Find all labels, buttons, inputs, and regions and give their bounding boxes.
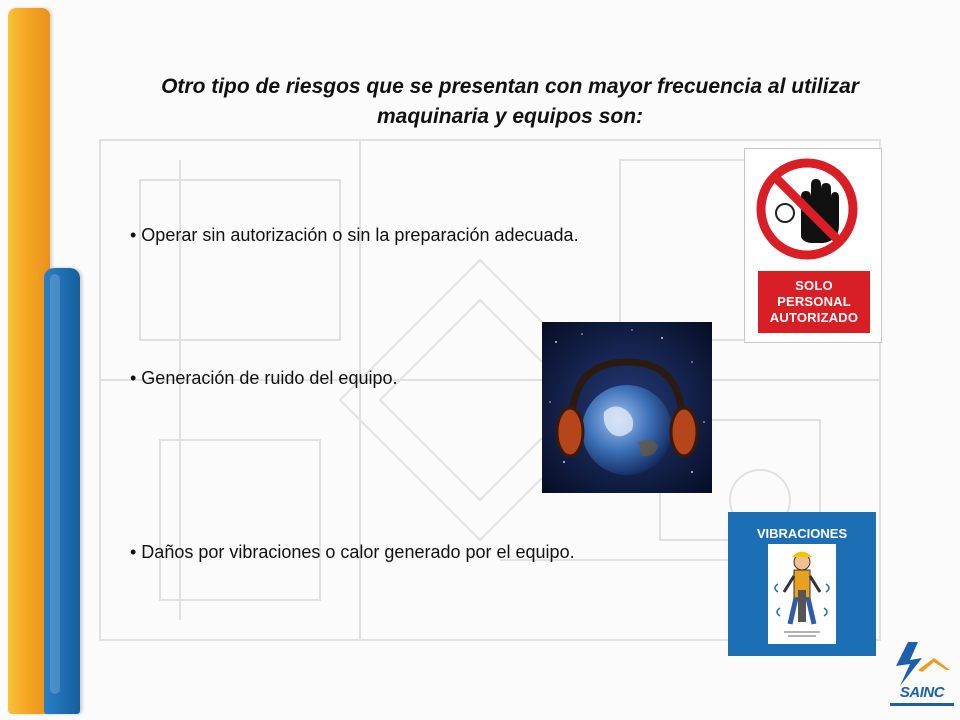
bullet-authorization: • Operar sin autorización o sin la preparación adecuada. [130,225,579,245]
sainc-logo-text: SAINC [899,684,945,701]
vibration-poster [728,512,876,656]
vibration-poster-title: VIBRACIONES [756,526,848,541]
sainc-logo-underline [890,703,954,706]
earth-headphones-image [542,322,712,493]
bullet-vibration: • Daños por vibraciones o calor generado por el equipo. [130,542,575,562]
sign-line-2: PERSONAL [777,294,851,309]
sign-text-panel [758,271,870,333]
sign-line-1: SOLO [795,278,833,293]
earth-headphones-icon [542,322,712,493]
worker-jackhammer-icon [728,512,876,656]
slide-title: Otro tipo de riesgos que se presentan con mayor frecuencia al utilizar maquinaria y equipos son: [161,75,859,128]
sign-line-3: AUTORIZADO [769,310,859,325]
no-entry-hand-icon [745,149,882,269]
authorized-personnel-sign [744,148,882,343]
blue-bar-gloss [50,274,60,694]
bullet-noise: • Generación de ruido del equipo. [130,368,398,388]
